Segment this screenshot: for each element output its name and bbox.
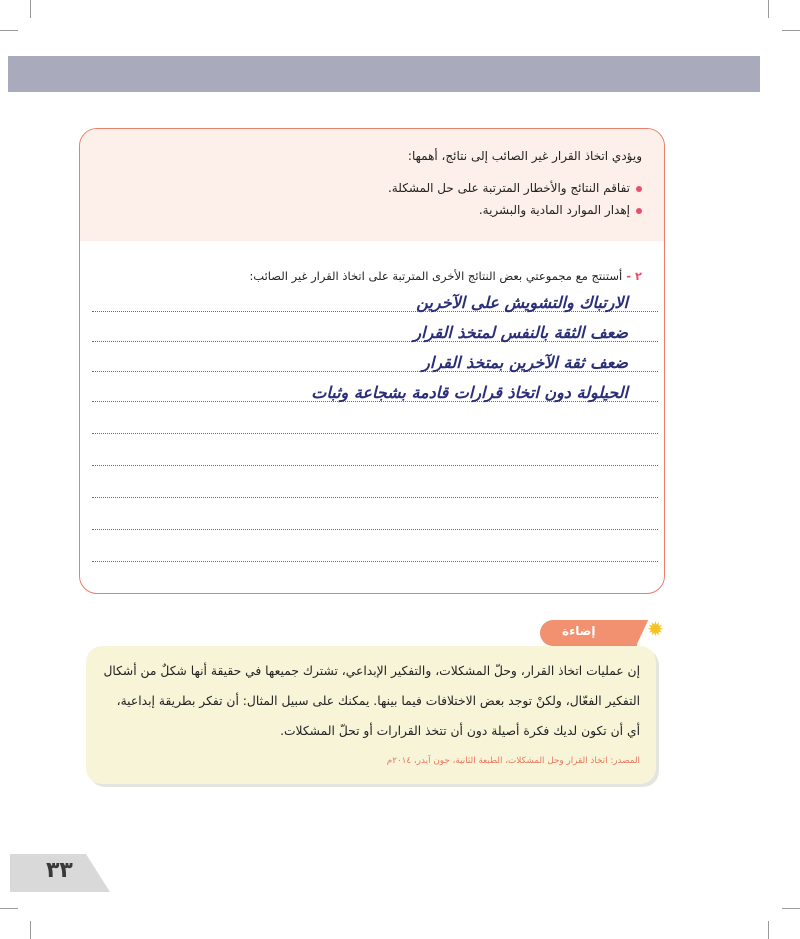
crop-mark xyxy=(0,908,18,909)
sparkle-icon: ✹ xyxy=(647,617,664,641)
tip-line: أي أن تكون لديك فكرة أصيلة دون أن تتخذ القرارات أو تحلّ المشكلات. xyxy=(280,724,640,738)
crop-mark xyxy=(30,921,31,939)
bullet-icon xyxy=(636,186,642,192)
tip-line: إن عمليات اتخاذ القرار، وحلّ المشكلات، والتفكير الإبداعي، تشترك جميعها في حقيقة أنها شكلٌ من أشكال xyxy=(103,664,640,678)
answer-line xyxy=(92,561,658,562)
page-number: ٣٣ xyxy=(46,858,73,883)
crop-mark xyxy=(768,0,769,18)
intro-text: ويؤدي اتخاذ القرار غير الصائب إلى نتائج، أهمها: xyxy=(407,149,642,163)
tip-source: المصدر: اتخاذ القرار وحل المشكلات، الطبعة الثانية، جون آيدر، ٢٠١٤م xyxy=(386,756,640,766)
answer-line xyxy=(92,433,658,434)
handwritten-answer: الحيلولة دون اتخاذ قرارات قادمة بشجاعة وثبات xyxy=(311,383,628,402)
bullet-icon xyxy=(636,208,642,214)
header-band xyxy=(8,56,760,92)
tip-label: إضاءة xyxy=(562,624,596,638)
handwritten-answer: ضعف الثقة بالنفس لمتخذ القرار xyxy=(413,323,628,342)
question xyxy=(249,269,642,283)
answer-line xyxy=(92,529,658,530)
question-text: أستنتج مع مجموعتي بعض النتائج الأخرى المترتبة على اتخاذ القرار غير الصائب: xyxy=(249,269,623,283)
answer-line xyxy=(92,465,658,466)
tip-line: التفكير الفعّال، ولكنْ توجد بعض الاختلافات فيما بينها. يمكنك على سبيل المثال: أن تفكر بطريقة إبداعية، xyxy=(116,694,640,708)
crop-mark xyxy=(0,30,18,31)
bullet-text: إهدار الموارد المادية والبشرية. xyxy=(478,203,630,217)
handwritten-answer: الارتباك والتشويش على الآخرين xyxy=(416,293,628,312)
crop-mark xyxy=(782,908,800,909)
question-number: ٢ - xyxy=(626,269,642,283)
crop-mark xyxy=(768,921,769,939)
crop-mark xyxy=(30,0,31,18)
answer-line xyxy=(92,497,658,498)
bullet-text: تفاقم النتائج والأخطار المترتبة على حل المشكلة. xyxy=(387,181,630,195)
handwritten-answer: ضعف ثقة الآخرين بمتخذ القرار xyxy=(422,353,628,372)
bullet-item xyxy=(479,203,642,217)
activity-panel xyxy=(79,128,665,594)
crop-mark xyxy=(782,30,800,31)
bullet-item xyxy=(388,181,642,195)
tip-box xyxy=(86,646,656,784)
